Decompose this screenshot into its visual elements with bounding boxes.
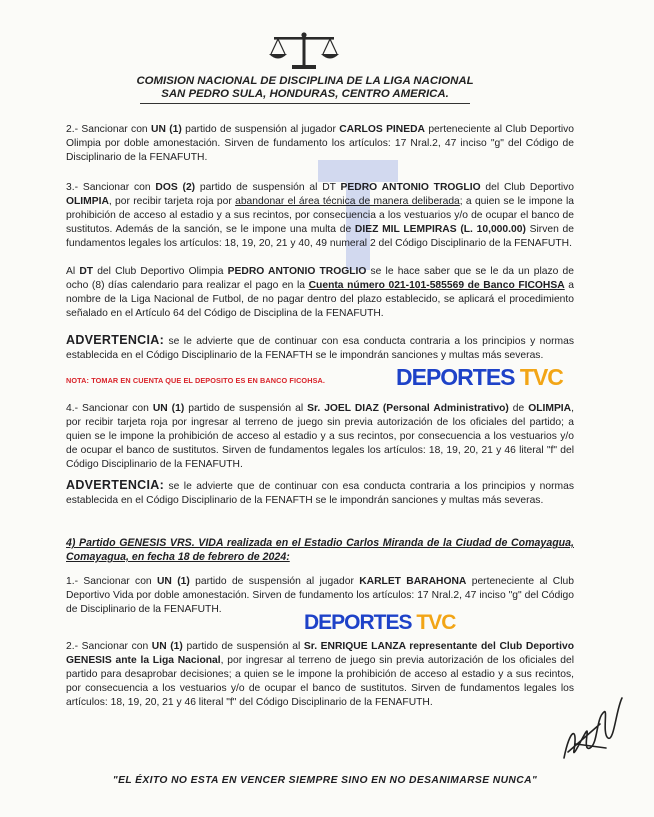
closing-motto: "EL ÉXITO NO ESTA EN VENCER SIEMPRE SINO EN NO DESANIMARSE NUNCA" — [112, 775, 538, 786]
deportes-tvc-logo: DEPORTES TVC — [396, 364, 563, 390]
header-line-1: COMISION NACIONAL DE DISCIPLINA DE LA LIGA NACIONAL — [136, 75, 474, 87]
header-divider — [140, 103, 470, 104]
sanction-item-4: 4.- Sancionar con UN (1) partido de suspensión al Sr. JOEL DIAZ (Personal Administrativo) de OLIMPIA, por recibir tarjeta roja por ingresar al terreno de juego sin previa autorización de los oficiales del partido; a quien se le impone la prohibición de acceso al estadio y a sus recintos, por consecuencia a los vestuarios y/o de ocupar el banco de sustitutos. Sirven de fundamentos legales los artículos: 18, 19, 20, 21 y 46 literal "f" del Código Disciplinario de la FENAFUTH. — [66, 403, 574, 470]
header-line-2: SAN PEDRO SULA, HONDURAS, CENTRO AMERICA. — [161, 88, 449, 100]
scales-of-justice-icon — [268, 32, 340, 72]
signature-icon — [556, 688, 626, 768]
payment-instructions: Al DT del Club Deportivo Olimpia PEDRO ANTONIO TROGLIO se le hace saber que se le da un plazo de ocho (8) días calendario para realizar el pago en la Cuenta número 021-101-585569 de Banco FICOHSA a nombre de la Liga Nacional de Futbol, de no pagar dentro del plazo establecido, se aplicará el procedimiento señalado en el Artículo 64 del Código de Disciplina de la FENAFUTH. — [66, 266, 574, 319]
warning-item-4: ADVERTENCIA: se le advierte que de continuar con esa conducta contraria a los principios y normas establecida en el Código Disciplinario de la FENAFTH se le impondrán sanciones y multas más severas. — [66, 478, 574, 506]
warning-item-3: ADVERTENCIA: se le advierte que de continuar con esa conducta contraria a los principios y normas establecida en el Código Disciplinario de la FENAFTH se le impondrán sanciones y multas más severas. — [66, 333, 574, 361]
deportes-tvc-logo-secondary: DEPORTES TVC — [304, 611, 456, 634]
sanction-item-2: 2.- Sancionar con UN (1) partido de suspensión al jugador CARLOS PINEDA perteneciente al Club Deportivo Olimpia por doble amonestación. Sirven de fundamento los artículos: 17 Nral.2, 47 inciso "g" del Código de Disciplinario de la FENAFUTH. — [66, 124, 574, 163]
sanction-item-3: 3.- Sancionar con DOS (2) partido de suspensión al DT PEDRO ANTONIO TROGLIO del Club Deportivo OLIMPIA, por recibir tarjeta roja por abandonar el área técnica de manera deliberada; a quien se le impone la prohibición de acceso al estadio y a sus recintos, por consecuencia a los vestuarios y/o de ocupar el banco de sustitutos. Además de la sanción, se le impone una multa de DIEZ MIL LEMPIRAS (L. 10,000.00) Sirven de fundamentos legales los artículos: 18, 19, 20, 21 y 40, 49 numeral 2 del Código Disciplinario de la FENAFUTH. — [66, 182, 574, 249]
deposit-note: NOTA: TOMAR EN CUENTA QUE EL DEPOSITO ES EN BANCO FICOHSA. — [66, 376, 326, 385]
document-header — [60, 75, 550, 101]
sanction-genesis-1: 1.- Sancionar con UN (1) partido de suspensión al jugador KARLET BARAHONA perteneciente al Club Deportivo Vida por doble amonestación. Sirven de fundamento los artículos: 17 Nral.2, 47 inciso "g" del Código de Disciplinario de la FENAFUTH. — [66, 576, 574, 615]
match-heading: 4) Partido GENESIS VRS. VIDA realizada en el Estadio Carlos Miranda de la Ciudad de Comayagua, Comayagua, en fecha 18 de febrero de 2024: — [66, 537, 574, 563]
sanction-genesis-2: 2.- Sancionar con UN (1) partido de suspensión al Sr. ENRIQUE LANZA representante del Club Deportivo GENESIS ante la Liga Nacional, por ingresar al terreno de juego sin previa autorización de los oficiales del partido para desaprobar decisiones; a quien se le impone la prohibición de acceso al estadio y a sus recintos, por consecuencia a los vestuarios y/o de ocupar el banco de sustitutos. Sirven de fundamentos legales los artículos: 18, 19, 20, 21 y 46 literal "f" del Código Disciplinario de la FENAFUTH. — [66, 641, 574, 708]
